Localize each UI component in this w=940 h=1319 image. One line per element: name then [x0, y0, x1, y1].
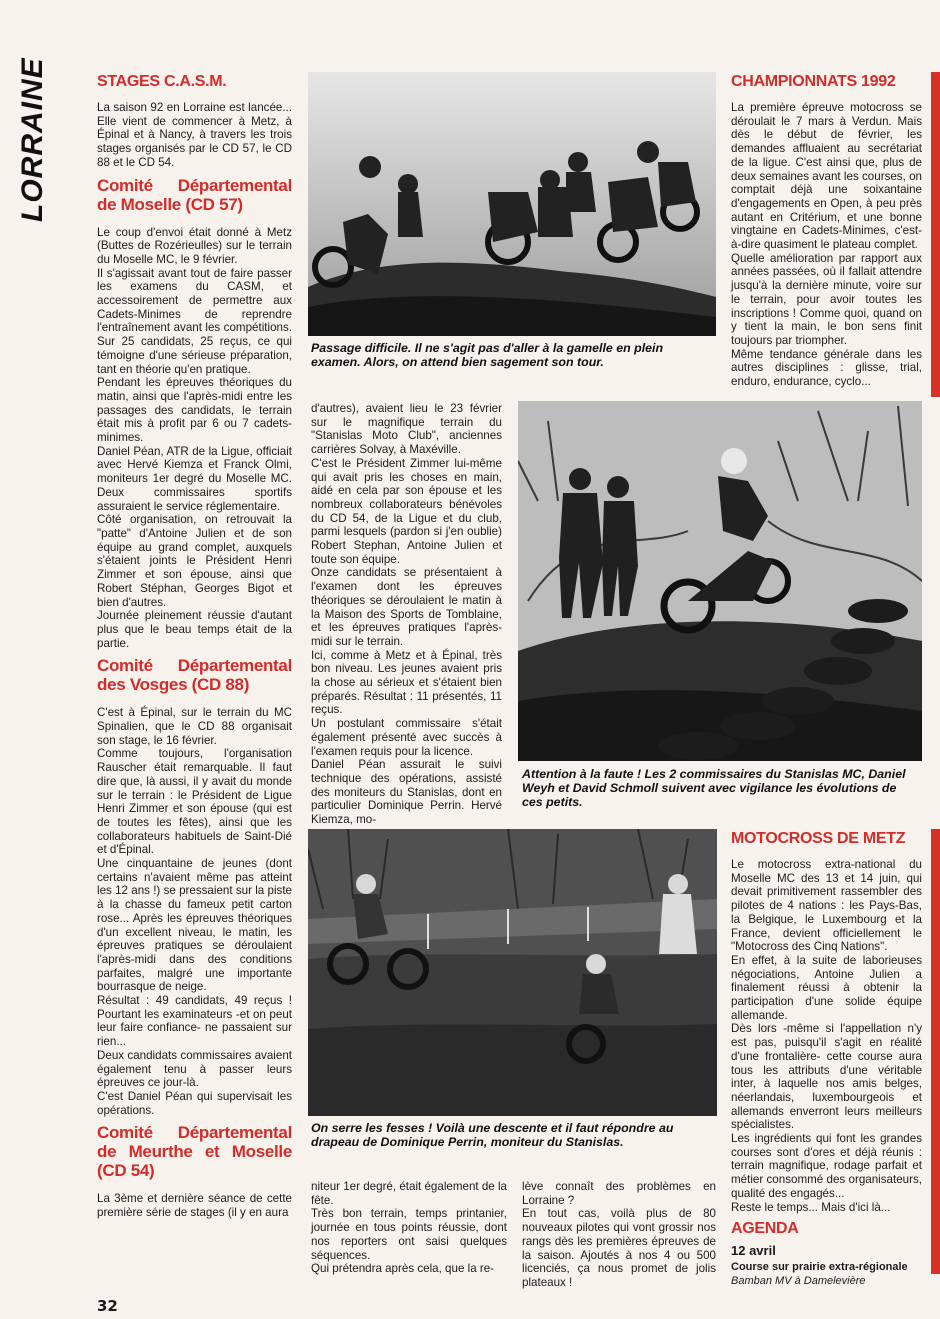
- cd57-paragraph: Pendant les épreuves théoriques du matin, ainsi que l'après-midi entre les passages des candidats, le terrain était mis à profit par 6 ou 7 cadets-minimes.: [97, 376, 292, 445]
- cd88-paragraph: Résultat : 49 candidats, 49 reçus ! Pourtant les examinateurs -et on peut leur faire confiance- ne passaient sur rien...: [97, 994, 292, 1049]
- cd54-continued-paragraph: d'autres), avaient lieu le 23 février sur le magnifique terrain du "Stanislas Moto Club", anciennes carrières Solvay, à Maxéville.: [311, 402, 502, 457]
- agenda-date: 12 avril: [731, 1243, 776, 1259]
- column-bottom-b: [522, 1180, 716, 1290]
- agenda-event: Course sur prairie extra-régionale: [731, 1260, 908, 1273]
- cd88-paragraph: Comme toujours, l'organisation Rauscher était remarquable. Il faut dire que, là aussi, il y avait du monde sur le terrain : le Président de Ligue Henri Zimmer et son épouse (qui est de toutes les fêtes), ainsi que les collaborateurs habituels de Saint-Dié et d'Épinal.: [97, 747, 292, 857]
- conclusion-paragraph: niteur 1er degré, était également de la fête.: [311, 1180, 507, 1207]
- agenda-heading: AGENDA: [731, 1220, 799, 1238]
- cd57-paragraph: Le coup d'envoi était donné à Metz (Buttes de Rozérieulles) sur le terrain du Moselle MC, le 9 février.: [97, 225, 292, 266]
- cd88-paragraph: Une cinquantaine de jeunes (dont certains n'avaient même pas atteint les 12 ans !) se pressaient sur la piste à la chasse du fameux petit carton rose... Après les épreuves théoriques d'un excellent niveau, le matin, les épreuves pratiques se déroulaient l'après-midi dans des conditions parfaites, malgré une importante bourrasque de neige.: [97, 857, 292, 994]
- section-label: [8, 57, 60, 225]
- column-right-bottom: [731, 829, 922, 1288]
- cd54-continued-paragraph: Onze candidats se présentaient à l'examen dont les épreuves théoriques se déroulaient le matin à la Maison des Sports de Tomblaine, et les épreuves pratiques l'après-midi sur le terrain.: [311, 566, 502, 648]
- championnats-paragraph: La première épreuve motocross se déroulait le 7 mars à Verdun. Mais dès le début de février, les demandes affluaient au secrétariat de la ligue. C'est ainsi que, plus de deux semaines avant les courses, on comptait déjà une soixantaine d'engagements en Open, à peu près autant en Critérium, et une bonne vingtaine en Cadets-Minimes, c'est-à-dire quasiment le plateau complet.: [731, 101, 922, 252]
- conclusion-paragraph: En tout cas, voilà plus de 80 nouveaux pilotes qui vont grossir nos rangs dès les premières épreuves de la saison. Ajoutés à nos 4 ou 500 licenciés, ça nous promet de jolis plateaux !: [522, 1207, 716, 1289]
- photo-descente-caption: On serre les fesses ! Voilà une descente et il faut répondre au drapeau de Dominique Perrin, moniteur du Stanislas.: [311, 1121, 674, 1149]
- section-label-text: LORRAINE: [16, 57, 49, 222]
- photo-commissaires-caption: Attention à la faute ! Les 2 commissaires du Stanislas MC, Daniel Weyh et David Schmoll suivent avec vigilance les évolutions de ces petits.: [522, 767, 906, 809]
- red-edge-bar-top: [931, 72, 940, 397]
- cd54-continued-paragraph: Un postulant commissaire s'était également présenté avec succès à l'examen requis pour la licence.: [311, 717, 502, 758]
- cd54-continued-paragraph: Daniel Péan assurait le suivi technique des opérations, assisté des moniteurs du Stanislas, dont en particulier Dominique Perrin. Hervé Kiemza, mo-: [311, 758, 502, 827]
- cd57-heading: Comité Départemental de Moselle (CD 57): [97, 175, 292, 214]
- photo-riders-waiting-caption: Passage difficile. Il ne s'agit pas d'aller à la gamelle en plein examen. Alors, on attend bien sagement son tour.: [311, 341, 664, 369]
- cd88-paragraph: C'est à Épinal, sur le terrain du MC Spinalien, que le CD 88 organisait son stage, le 16 février.: [97, 706, 292, 747]
- cd54-continued-paragraph: Ici, comme à Metz et à Épinal, très bon niveau. Les jeunes avaient pris la chose au sérieux et s'étaient bien préparés. Résultat : 11 présentés, 11 reçus.: [311, 648, 502, 717]
- column-middle: [311, 402, 502, 827]
- cd54-heading: Comité Départemental de Meurthe et Moselle (CD 54): [97, 1123, 292, 1181]
- page-number: 32: [97, 1297, 118, 1315]
- photo-commissaires: [518, 401, 922, 761]
- photo-riders-waiting-image: [308, 72, 716, 336]
- metz-paragraph: Reste le temps... Mais d'ici là...: [731, 1200, 891, 1214]
- red-edge-bar-bottom: [931, 829, 940, 1274]
- championnats-heading: CHAMPIONNATS 1992: [731, 73, 896, 90]
- metz-paragraph: Dès lors -même si l'appellation n'y est pas, puisqu'il s'agit en réalité d'une frontalière- cette course aura tous les attributs d'une véritable inter, à laquelle nos amis belges, néerlandais, luxembourgeois et allemands enverront leurs meilleurs spécialistes.: [731, 1022, 922, 1132]
- column-bottom-a: [311, 1180, 507, 1276]
- photo-commissaires-image: [518, 401, 922, 761]
- cd57-paragraph: Journée pleinement réussie d'autant plus que le beau temps était de la partie.: [97, 609, 292, 650]
- photo-descente-image: [308, 829, 717, 1116]
- cd57-paragraph: Il s'agissait avant tout de faire passer les examens du CASM, et accessoirement de permettre aux Cadets-Minimes de reprendre l'entraînement avant les compétitions. Sur 25 candidats, 25 reçus, ce qui témoigne d'une sérieuse préparation, tant en théorie qu'en pratique.: [97, 266, 292, 376]
- championnats-paragraph: Même tendance générale dans les autres disciplines : glisse, trial, enduro, endurance, cyclo...: [731, 347, 922, 389]
- conclusion-paragraph: lève connaît des problèmes en Lorraine ?: [522, 1180, 716, 1207]
- championnats-paragraph: Quelle amélioration par rapport aux années passées, où il fallait attendre jusqu'à la dernière minute, voire sur le terrain, pour avoir toutes les inscriptions ! Comme quoi, quand on y tient la main, le bon sens finit toujours par triompher.: [731, 251, 922, 347]
- column-right-top: [731, 72, 922, 389]
- metz-paragraph: Les ingrédients qui font les grandes courses sont d'ores et déjà réunis : terrain magnifique, rodage parfait et métier consommé des organisateurs, qualité des engagés...: [731, 1132, 922, 1200]
- metz-paragraph: Le motocross extra-national du Moselle MC des 13 et 14 juin, qui devait primitivement rassembler des pilotes de 4 nations : les Pays-Bas, la Belgique, le Luxembourg et la France, devient officiellement le "Motocross des Cinq Nations".: [731, 858, 922, 954]
- metz-paragraph: En effet, à la suite de laborieuses négociations, Antoine Julien a finalement réussi à obtenir la participation d'une solide équipe allemande.: [731, 953, 922, 1022]
- cd88-heading: Comité Départemental des Vosges (CD 88): [97, 656, 292, 695]
- conclusion-paragraph: Très bon terrain, temps printanier, journée en tous points réussie, dont nos reporters ont saisi quelques séquences.: [311, 1207, 507, 1262]
- photo-riders-waiting: [308, 72, 716, 336]
- conclusion-paragraph: Qui prétendra après cela, que la re-: [311, 1262, 495, 1276]
- cd54-continued-paragraph: C'est le Président Zimmer lui-même qui avait pris les choses en main, aidé en cela par son épouse et les nombreux collaborateurs bénévoles du CD 54, de la Ligue et du club, parmi lesquels (pardon si j'en oublie) Robert Stephan, Antoine Julien et toute son équipe.: [311, 456, 502, 566]
- cd88-paragraph: Deux candidats commissaires avaient également tenu à passer leurs épreuves ce jour-là.: [97, 1048, 292, 1090]
- agenda-location: Bamban MV à Damelevière: [731, 1274, 866, 1287]
- cd57-paragraph: Daniel Péan, ATR de la Ligue, officiait avec Hervé Kiemza et Franck Olmi, moniteurs 1er degré du Moselle MC. Deux commissaires sportifs assuraient le service réglementaire.: [97, 444, 292, 513]
- cd88-paragraph: C'est Daniel Péan qui supervisait les opérations.: [97, 1090, 292, 1117]
- photo-descente: [308, 829, 717, 1116]
- cd54-paragraph: La 3ème et dernière séance de cette première série de stages (il y en aura: [97, 1192, 292, 1220]
- stages-intro: La saison 92 en Lorraine est lancée... Elle vient de commencer à Metz, à Épinal et à Nancy, à travers les trois stages organisés par le CD 57, le CD 88 et le CD 54.: [97, 101, 292, 169]
- stages-heading: STAGES C.A.S.M.: [97, 73, 227, 90]
- cd57-paragraph: Côté organisation, on retrouvait la "patte" d'Antoine Julien et de son équipe au grand complet, auxquels s'étaient joints le Président Henri Zimmer et son épouse, ainsi que Robert Stéphan, Georges Bigot et bien d'autres.: [97, 513, 292, 609]
- metz-heading: MOTOCROSS DE METZ: [731, 830, 906, 847]
- column-left: [97, 72, 292, 1220]
